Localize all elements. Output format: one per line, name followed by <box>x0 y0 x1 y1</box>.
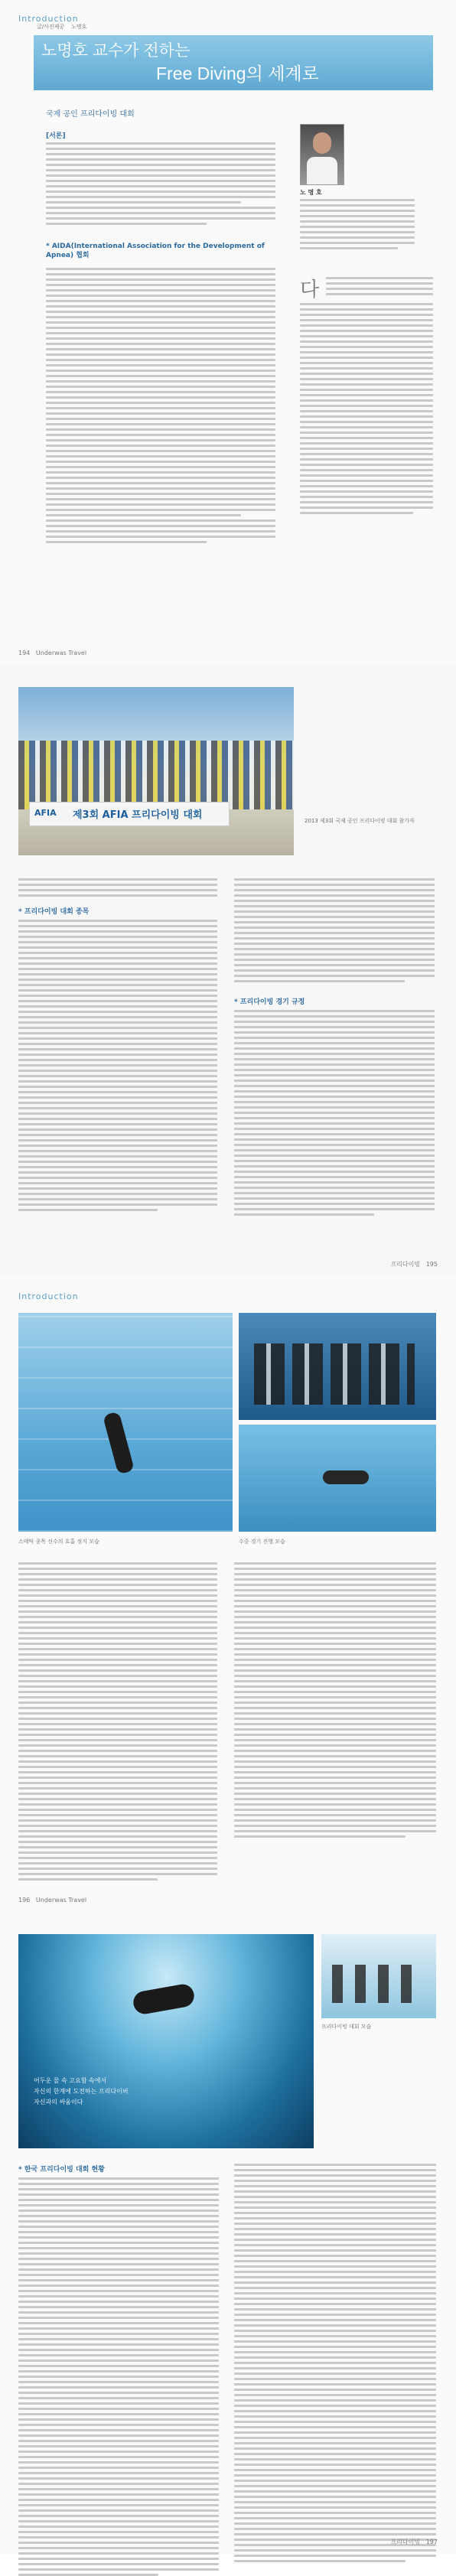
pool-photo-right-top <box>239 1313 436 1420</box>
magazine-name: Underwas Travel <box>35 1897 87 1904</box>
page-number <box>18 650 86 656</box>
pool-photo-right-bottom <box>239 1425 436 1532</box>
overlay-text-1: 어두운 물 속 고요함 속에서 <box>34 2077 107 2084</box>
title-banner <box>34 35 433 90</box>
magazine-page-196 <box>0 1276 456 1911</box>
page-number <box>390 1260 438 1268</box>
caption-left: 스태틱 종목 선수의 호흡 정지 모습 <box>18 1539 99 1545</box>
magazine-name: 프리다이빙 <box>390 2539 421 2545</box>
crowd <box>18 741 294 809</box>
magazine-page-195 <box>0 664 456 1276</box>
caption-right: 수중 경기 진행 모습 <box>239 1539 285 1545</box>
section-label: Introduction <box>18 14 79 24</box>
overlay-text-2: 자신의 한계에 도전하는 프리다이버 <box>34 2088 129 2095</box>
people-group <box>254 1343 415 1405</box>
magazine-name: 프리다이빙 <box>390 1261 421 1268</box>
profile-name: 노 명 호 <box>300 189 322 196</box>
diver-shape <box>132 1982 196 2015</box>
portrait-head <box>313 132 331 154</box>
banner-text: 제3회 AFIA 프리다이빙 대회 <box>73 809 203 821</box>
overlay-text-3: 자신과의 싸움이다 <box>34 2099 83 2105</box>
side-photo <box>321 1934 436 2018</box>
page-number <box>18 1897 86 1904</box>
rules-heading: * 프리다이빙 대회 종목 <box>18 908 90 916</box>
page-number-value: 195 <box>425 1261 438 1268</box>
event-banner <box>29 802 230 826</box>
p3-left-text <box>18 1562 217 1881</box>
col-left-text-1 <box>18 878 217 897</box>
portrait-body <box>307 157 337 184</box>
underwater-photo <box>18 1934 314 2148</box>
right-column-text <box>326 277 433 295</box>
col-right-text-1 <box>234 878 435 982</box>
page-number <box>390 2538 438 2546</box>
pool-lanes <box>18 1313 233 1532</box>
dropcap: 다 <box>300 278 320 301</box>
magazine-page-194 <box>0 0 456 664</box>
history-paragraph <box>18 2177 219 2576</box>
safety-heading: * 프리다이빙 경기 규정 <box>234 998 305 1006</box>
history-heading: * 한국 프리다이빙 대회 현황 <box>18 2166 105 2174</box>
magazine-page-197 <box>0 1911 456 2554</box>
photo-caption: 2013 제3회 국제 공인 프리다이빙 대회 참가자 <box>305 818 415 824</box>
page-number-value: 196 <box>18 1897 31 1904</box>
section-label: Introduction <box>18 1291 79 1301</box>
page-number-value: 194 <box>18 650 31 656</box>
byline <box>37 23 86 31</box>
intro-heading: [서론] <box>46 132 66 140</box>
banner-logo: AFIA <box>34 808 57 818</box>
group-photo <box>18 687 294 855</box>
title-line-2: Free Diving의 세계로 <box>156 64 319 83</box>
p3-right-text <box>234 1562 436 1838</box>
byline-author: 노명호 <box>71 24 87 30</box>
side-caption: 프리다이빙 대회 모습 <box>321 2024 372 2030</box>
pool-photo-left <box>18 1313 233 1532</box>
aida-heading: * AIDA(International Association for the Development of Apnea) 협회 <box>46 243 265 259</box>
right-column-text-2 <box>300 303 433 514</box>
rules-paragraph <box>18 920 217 1211</box>
subtitle: 국제 공인 프리다이빙 대회 <box>46 110 135 119</box>
byline-label: 글/사진제공 <box>37 24 65 30</box>
people-silhouettes <box>332 1965 424 2003</box>
profile-photo <box>300 124 344 185</box>
profile-bio <box>300 199 415 249</box>
swimmer-figure <box>323 1470 369 1484</box>
intro-paragraph <box>46 142 275 225</box>
page-number-value: 197 <box>425 2539 438 2545</box>
magazine-name: Underwas Travel <box>35 650 87 656</box>
title-line-1: 노명호 교수가 전하는 <box>41 42 191 60</box>
p4-right-text <box>234 2164 436 2562</box>
safety-paragraph <box>234 1010 435 1216</box>
aida-paragraph <box>46 268 275 543</box>
